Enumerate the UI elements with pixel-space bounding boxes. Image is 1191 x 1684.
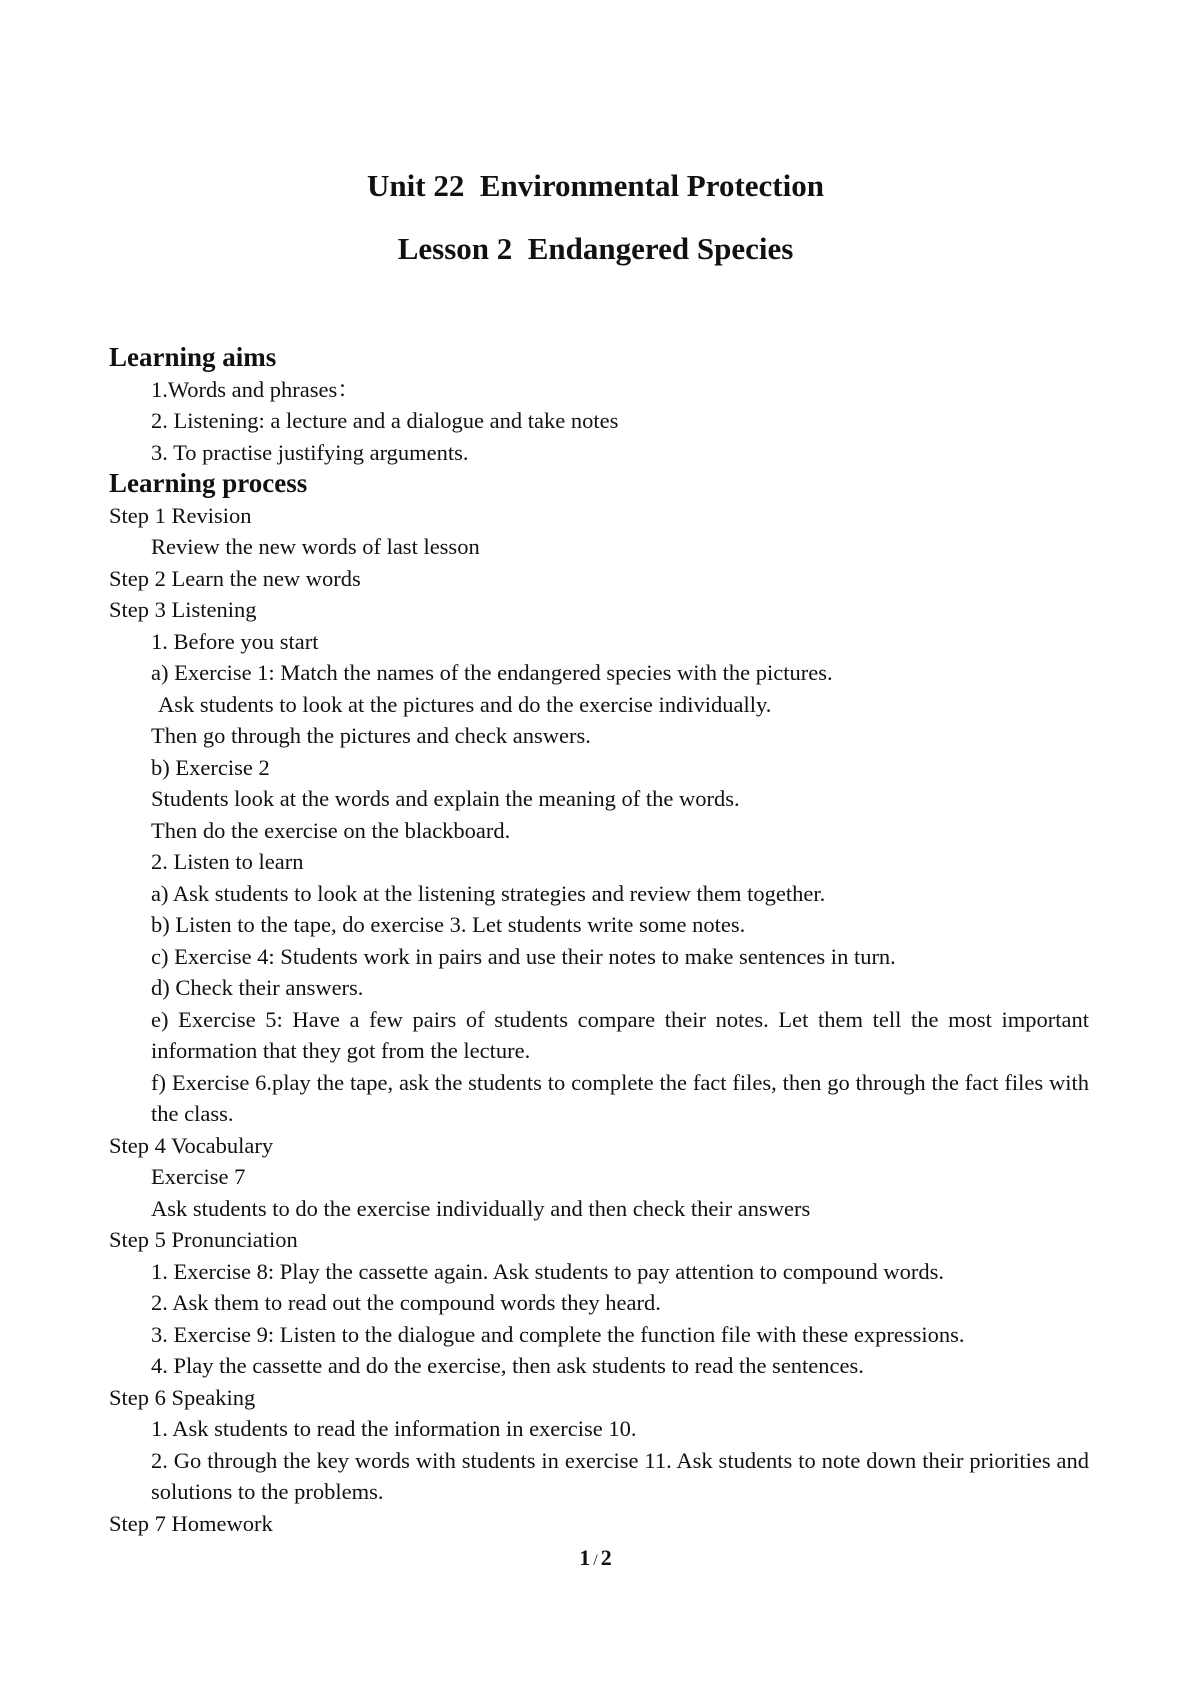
- step-line: 2. Ask them to read out the compound words they heard.: [151, 1290, 661, 1315]
- step-line: Ask students to do the exercise individually and then check their answers: [151, 1195, 811, 1221]
- step-line: 1. Ask students to read the information in exercise 10.: [151, 1416, 637, 1441]
- step-line: 4. Play the cassette and do the exercise, then ask students to read the sentences.: [151, 1353, 864, 1378]
- aim-item: 1.Words and phrases：: [151, 376, 360, 402]
- step-title: Step 2 Learn the new words: [109, 565, 361, 591]
- step-line: b) Exercise 2: [151, 754, 270, 780]
- step-paragraph: 2. Go through the key words with students in exercise 11. Ask students to note down their priorities and solutions to the problems.: [151, 1447, 1089, 1504]
- page-number: [0, 1544, 1191, 1575]
- step-line: Then go through the pictures and check answers.: [151, 723, 591, 748]
- step-line: a) Ask students to look at the listening strategies and review them together.: [151, 880, 826, 906]
- aim-item: 3. To practise justifying arguments.: [151, 439, 469, 465]
- step-line: Then do the exercise on the blackboard.: [151, 817, 511, 843]
- step-title: Step 5 Pronunciation: [109, 1227, 298, 1252]
- current-page: 1: [579, 1545, 591, 1570]
- lesson-title: Lesson 2 Endangered Species: [397, 231, 794, 266]
- step-line: 3. Exercise 9: Listen to the dialogue and complete the function file with these expressions.: [151, 1321, 965, 1347]
- aim-item: 2. Listening: a lecture and a dialogue and take notes: [151, 408, 619, 433]
- step-line: c) Exercise 4: Students work in pairs and use their notes to make sentences in turn.: [151, 943, 896, 969]
- step-paragraph: f) Exercise 6.play the tape, ask the students to complete the fact files, then go through the fact files with the class.: [151, 1069, 1089, 1126]
- step-line: 2. Listen to learn: [151, 849, 304, 874]
- step-line: Students look at the words and explain the meaning of the words.: [151, 786, 740, 811]
- step-line: a) Exercise 1: Match the names of the endangered species with the pictures.: [151, 660, 833, 685]
- step-line: Review the new words of last lesson: [151, 534, 480, 559]
- step-title: Step 4 Vocabulary: [109, 1132, 274, 1158]
- step-line: d) Check their answers.: [151, 975, 364, 1000]
- step-line: Ask students to look at the pictures and do the exercise individually.: [158, 691, 772, 717]
- step-title: Step 7 Homework: [109, 1510, 273, 1536]
- step-title: Step 1 Revision: [109, 502, 252, 528]
- unit-title: Unit 22 Environmental Protection: [367, 168, 824, 203]
- step-title: Step 6 Speaking: [109, 1384, 256, 1410]
- step-line: 1. Exercise 8: Play the cassette again. Ask students to pay attention to compound words.: [151, 1258, 944, 1284]
- learning-process-heading: Learning process: [109, 468, 308, 498]
- step-paragraph: e) Exercise 5: Have a few pairs of students compare their notes. Let them tell the most important information that they got from the lecture.: [151, 1006, 1089, 1063]
- step-line: Exercise 7: [151, 1164, 246, 1189]
- step-line: b) Listen to the tape, do exercise 3. Let students write some notes.: [151, 912, 746, 937]
- step-line: 1. Before you start: [151, 628, 319, 654]
- page-separator: /: [593, 1552, 598, 1569]
- learning-aims-heading: Learning aims: [109, 342, 277, 372]
- step-title: Step 3 Listening: [109, 597, 257, 622]
- document-body: [109, 342, 1089, 1539]
- total-pages: 2: [600, 1545, 612, 1570]
